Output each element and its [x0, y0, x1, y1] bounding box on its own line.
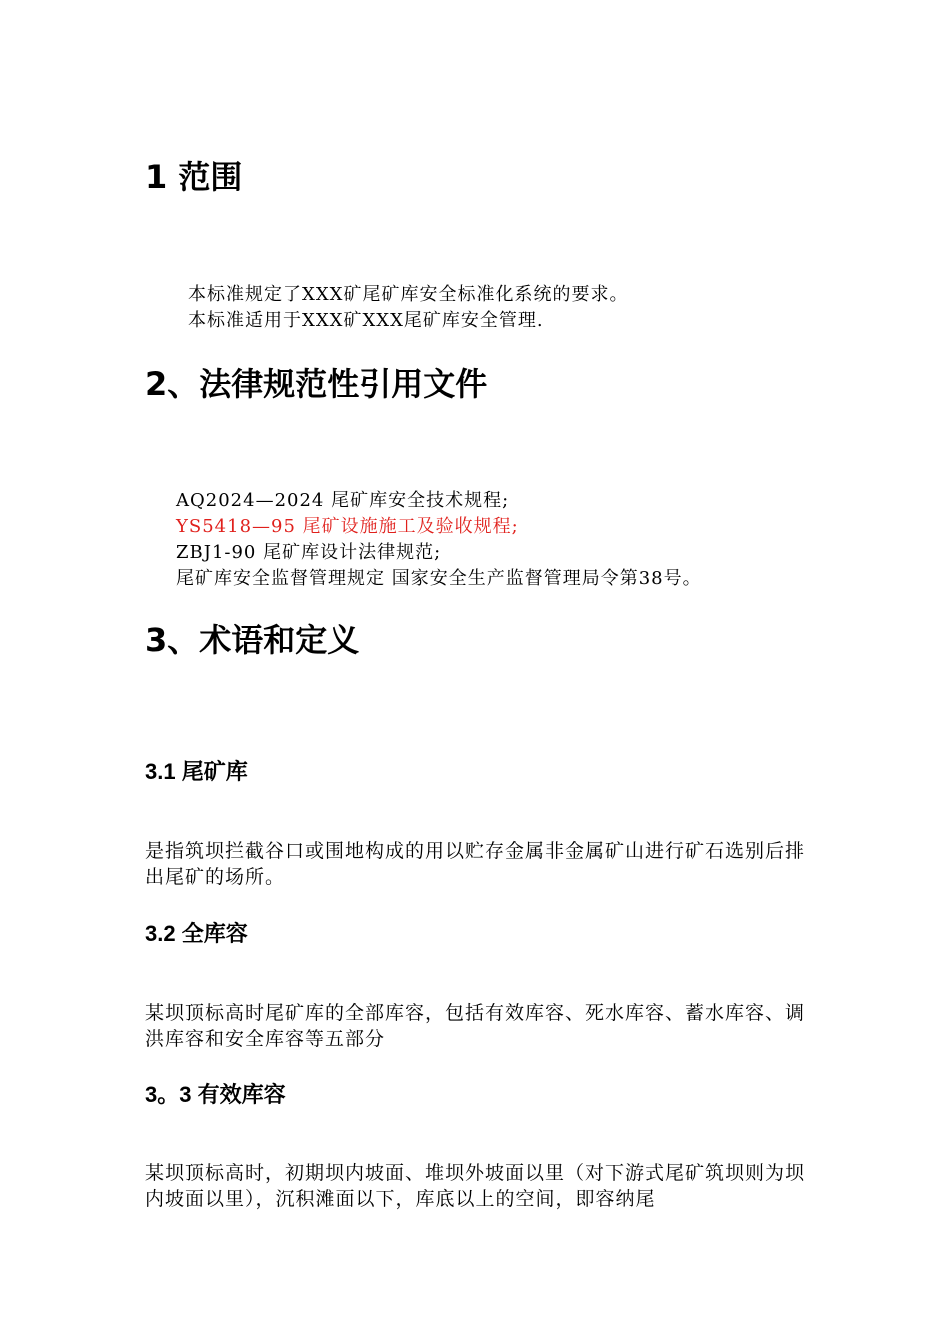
reference-item: AQ2024—2024 尾矿库安全技术规程; [176, 490, 510, 511]
section-3-heading: 3、术语和定义 [145, 621, 360, 659]
reference-item: 尾矿库安全监督管理规定 国家安全生产监督管理局令第38号。 [176, 568, 702, 589]
reference-list [176, 488, 702, 592]
subsection-3-1-body: 是指筑坝拦截谷口或围地构成的用以贮存金属非金属矿山进行矿石选别后排出尾矿的场所。 [145, 840, 806, 888]
reference-item: YS5418—95 尾矿设施施工及验收规程; [176, 516, 519, 537]
subsection-3-2-title: 3.2 全库容 [145, 921, 248, 946]
subsection-3-3-body: 某坝顶标高时，初期坝内坡面、堆坝外坡面以里（对下游式尾矿筑坝则为坝内坡面以里），沉积滩面以下，库底以上的空间，即容纳尾 [145, 1162, 806, 1210]
section-1-body [188, 282, 628, 334]
reference-item: ZBJ1-90 尾矿库设计法律规范; [176, 542, 442, 563]
subsection-3-2-body: 某坝顶标高时尾矿库的全部库容，包括有效库容、死水库容、蓄水库容、调洪库容和安全库容等五部分 [145, 1002, 806, 1050]
scope-line: 本标准规定了XXX矿尾矿库安全标准化系统的要求。 [188, 284, 629, 305]
subsection-3-3-title: 3。3 有效库容 [145, 1082, 286, 1107]
scope-line: 本标准适用于XXX矿XXX尾矿库安全管理. [188, 310, 544, 331]
section-2-heading: 2、法律规范性引用文件 [145, 365, 488, 403]
section-1-heading: 1 范围 [145, 158, 243, 196]
subsection-3-1-title: 3.1 尾矿库 [145, 759, 248, 784]
